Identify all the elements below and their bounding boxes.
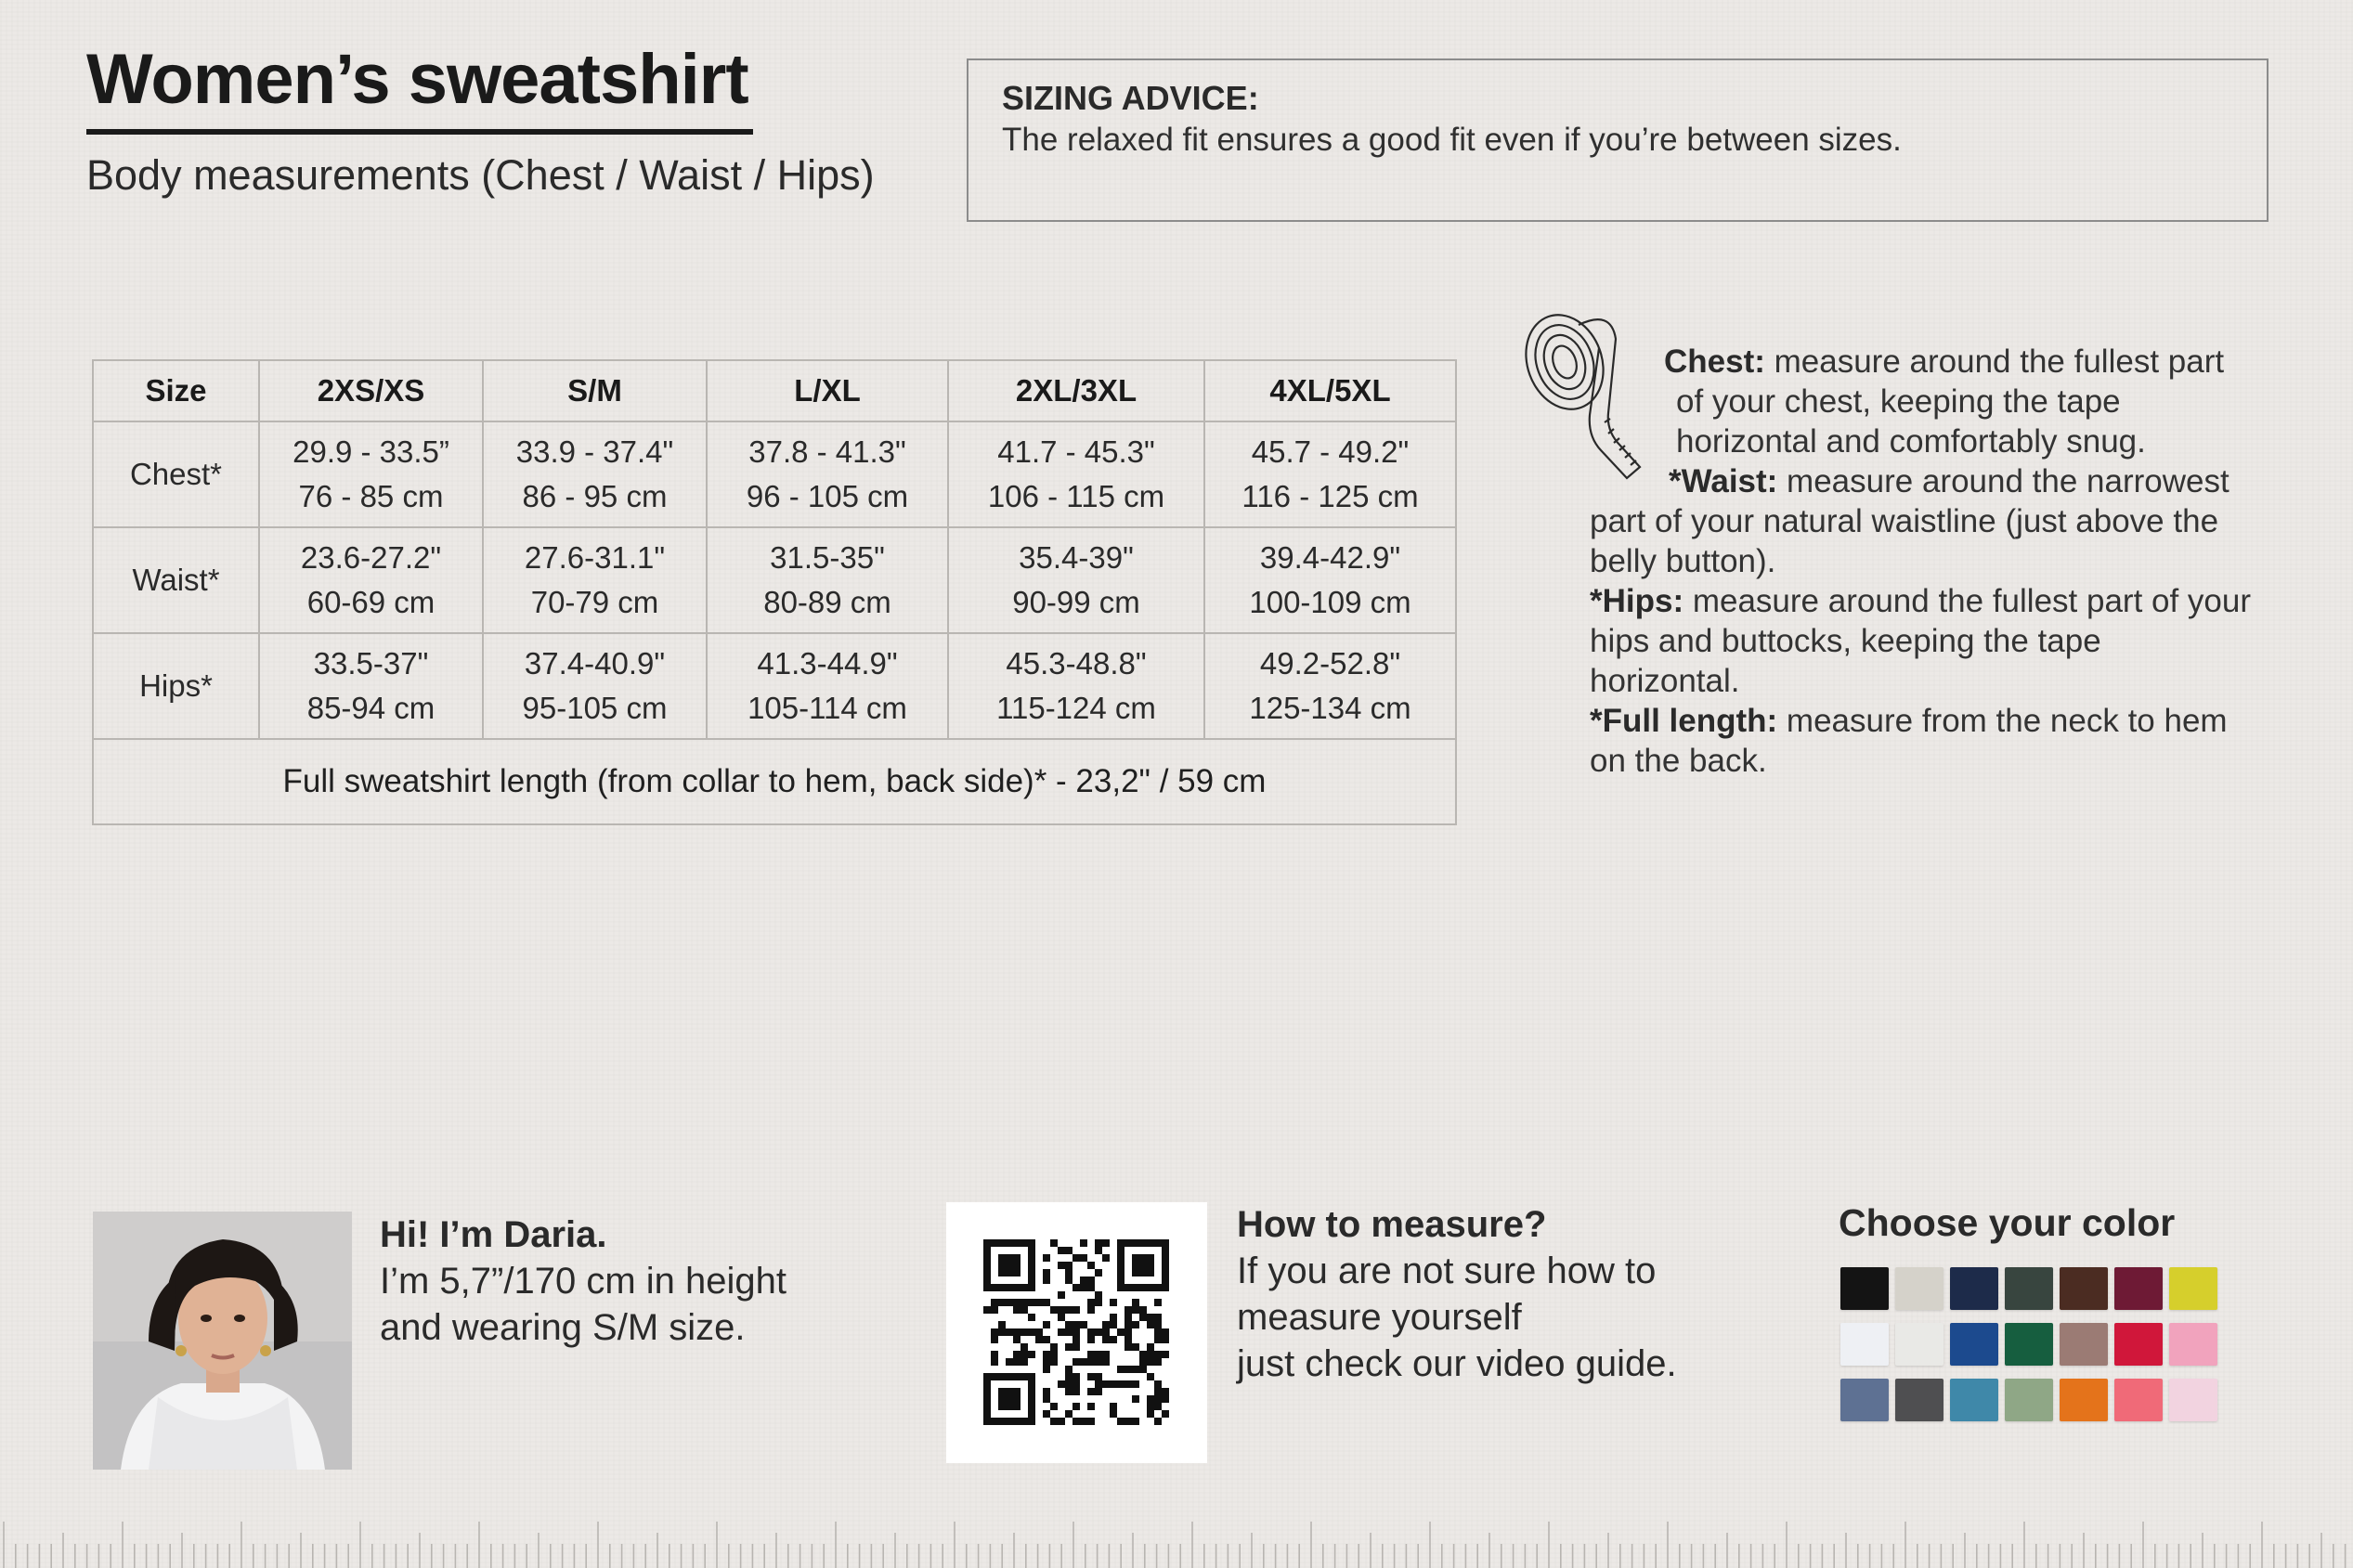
table-cell: 39.4-42.9" 100-109 cm — [1204, 527, 1456, 633]
table-cell: 27.6-31.1" 70-79 cm — [483, 527, 707, 633]
column-header: L/XL — [707, 360, 948, 421]
sizing-advice-box — [967, 58, 2268, 222]
waist-label: *Waist: — [1669, 463, 1778, 499]
table-cell: 45.3-48.8" 115-124 cm — [948, 633, 1204, 739]
length-note-line: on the back. — [1590, 743, 1767, 779]
color-picker-title: Choose your color — [1839, 1201, 2176, 1244]
table-footer-row — [93, 739, 1456, 824]
color-swatch[interactable] — [2060, 1379, 2108, 1421]
model-height: I’m 5,7”/170 cm in height — [380, 1261, 786, 1302]
hips-label: *Hips: — [1590, 583, 1684, 619]
color-swatch[interactable] — [1895, 1267, 1944, 1310]
length-note — [1590, 701, 2277, 741]
table-cell: 31.5-35" 80-89 cm — [707, 527, 948, 633]
size-chart-table — [92, 359, 1457, 825]
color-swatch[interactable] — [1950, 1379, 1998, 1421]
color-swatch[interactable] — [2114, 1379, 2163, 1421]
color-swatch-grid — [1840, 1267, 2230, 1421]
measurement-instructions — [1590, 342, 2277, 781]
table-row — [93, 633, 1456, 739]
sizing-advice-text: The relaxed fit ensures a good fit even if you’re between sizes. — [1002, 122, 1902, 158]
hips-note-line: horizontal. — [1590, 663, 1740, 699]
table-cell: 33.5-37" 85-94 cm — [259, 633, 483, 739]
color-swatch[interactable] — [2169, 1379, 2217, 1421]
model-size: and wearing S/M size. — [380, 1307, 746, 1348]
color-swatch[interactable] — [1840, 1379, 1889, 1421]
how-to-measure — [1237, 1201, 1677, 1387]
color-swatch[interactable] — [2005, 1267, 2053, 1310]
waist-note — [1590, 461, 2277, 501]
color-swatch[interactable] — [2114, 1323, 2163, 1366]
table-cell: 37.4-40.9" 95-105 cm — [483, 633, 707, 739]
color-swatch[interactable] — [1840, 1267, 1889, 1310]
table-cell: 37.8 - 41.3" 96 - 105 cm — [707, 421, 948, 527]
row-label: Hips* — [93, 633, 259, 739]
hips-note — [1590, 581, 2277, 621]
color-swatch[interactable] — [1895, 1323, 1944, 1366]
column-header: 2XL/3XL — [948, 360, 1204, 421]
color-swatch[interactable] — [1840, 1323, 1889, 1366]
length-text: measure from the neck to hem — [1777, 703, 2228, 739]
model-info — [380, 1212, 786, 1351]
how-to-measure-line: measure yourself — [1237, 1297, 1522, 1338]
how-to-measure-line: If you are not sure how to — [1237, 1251, 1657, 1291]
color-swatch[interactable] — [2060, 1323, 2108, 1366]
hips-note-line: hips and buttocks, keeping the tape — [1590, 623, 2101, 659]
table-cell: 49.2-52.8" 125-134 cm — [1204, 633, 1456, 739]
table-cell: 41.7 - 45.3" 106 - 115 cm — [948, 421, 1204, 527]
color-swatch[interactable] — [2060, 1267, 2108, 1310]
color-swatch[interactable] — [2005, 1379, 2053, 1421]
column-header: Size — [93, 360, 259, 421]
page-subtitle: Body measurements (Chest / Waist / Hips) — [86, 151, 875, 199]
table-row — [93, 421, 1456, 527]
chest-label: Chest: — [1664, 343, 1765, 380]
row-label: Waist* — [93, 527, 259, 633]
chest-note — [1590, 342, 2277, 382]
title-underline — [86, 129, 753, 135]
color-swatch[interactable] — [1950, 1267, 1998, 1310]
table-cell: 33.9 - 37.4" 86 - 95 cm — [483, 421, 707, 527]
length-label: *Full length: — [1590, 703, 1778, 739]
page-title: Women’s sweatshirt — [86, 40, 748, 119]
color-swatch[interactable] — [1895, 1379, 1944, 1421]
model-name: Hi! I’m Daria. — [380, 1214, 607, 1255]
qr-code-icon — [946, 1202, 1207, 1463]
table-row — [93, 527, 1456, 633]
table-header-row — [93, 360, 1456, 421]
table-cell: 35.4-39" 90-99 cm — [948, 527, 1204, 633]
waist-note-line: part of your natural waistline (just above the — [1590, 503, 2219, 539]
color-swatch[interactable] — [2169, 1323, 2217, 1366]
waist-text: measure around the narrowest — [1777, 463, 2230, 499]
ruler-decoration — [0, 1497, 2353, 1568]
color-swatch[interactable] — [2169, 1267, 2217, 1310]
table-cell: 45.7 - 49.2" 116 - 125 cm — [1204, 421, 1456, 527]
table-cell: 41.3-44.9" 105-114 cm — [707, 633, 948, 739]
column-header: 4XL/5XL — [1204, 360, 1456, 421]
table-cell: 23.6-27.2" 60-69 cm — [259, 527, 483, 633]
table-cell: 29.9 - 33.5” 76 - 85 cm — [259, 421, 483, 527]
how-to-measure-line: just check our video guide. — [1237, 1343, 1677, 1384]
chest-text: measure around the fullest part — [1764, 343, 2225, 380]
hips-text: measure around the fullest part of your — [1684, 583, 2252, 619]
color-swatch[interactable] — [2114, 1267, 2163, 1310]
color-swatch[interactable] — [1950, 1323, 1998, 1366]
full-length-note: Full sweatshirt length (from collar to hem, back side)* - 23,2" / 59 cm — [93, 739, 1456, 824]
waist-note-line: belly button). — [1590, 543, 1776, 579]
column-header: S/M — [483, 360, 707, 421]
model-photo — [93, 1212, 352, 1470]
chest-note-line: horizontal and comfortably snug. — [1676, 423, 2146, 460]
chest-note-line: of your chest, keeping the tape — [1676, 383, 2121, 420]
sizing-advice-heading: SIZING ADVICE: — [1002, 79, 1259, 117]
model-portrait-illustration — [93, 1212, 352, 1470]
column-header: 2XS/XS — [259, 360, 483, 421]
color-swatch[interactable] — [2005, 1323, 2053, 1366]
row-label: Chest* — [93, 421, 259, 527]
how-to-measure-title: How to measure? — [1237, 1204, 1547, 1245]
qr-code[interactable] — [946, 1202, 1207, 1463]
